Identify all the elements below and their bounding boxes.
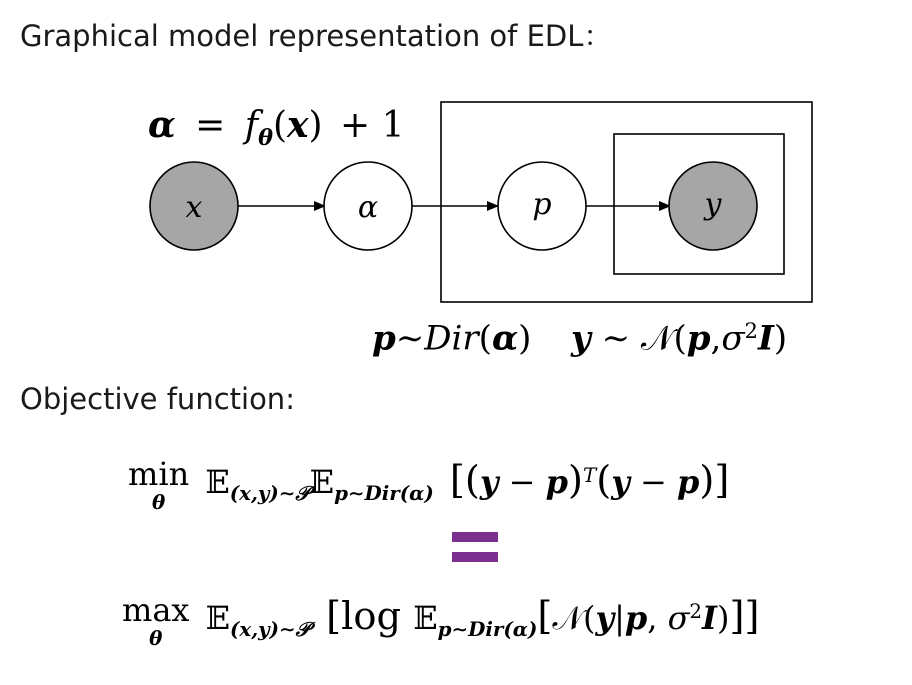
function-f: f [244, 105, 259, 146]
min-body-open: [( [449, 458, 480, 503]
max-log: [log [326, 594, 414, 639]
max-comma: , [647, 599, 668, 637]
node-alpha [324, 162, 412, 250]
dist-normal-sigma: σ [721, 318, 745, 359]
min-op-theta: θ [151, 489, 166, 514]
dist-normal: 𝒩 [640, 318, 674, 359]
dist-normal-mean: p [686, 318, 711, 359]
dist-normal-comma: , [710, 318, 722, 359]
max-operator [122, 591, 190, 650]
min-expect-2-sub: p∼Dir(α) [334, 480, 434, 505]
plus-one: + 1 [340, 105, 405, 146]
min-close-1: ) [568, 458, 583, 503]
min-expect-1: 𝔼 [205, 463, 230, 501]
min-expect-1-sub: (x,y)∼𝒫 [229, 480, 310, 505]
max-sigma: σ [667, 599, 690, 637]
max-y: y [595, 599, 615, 637]
theta-subscript: θ [258, 124, 273, 151]
max-expect-2-sub: p∼Dir(α) [437, 616, 538, 641]
objective-min [128, 455, 730, 514]
min-body-close: )] [699, 458, 730, 503]
objective-max [122, 591, 760, 650]
max-args-close: ) [717, 599, 730, 637]
min-operator [128, 455, 190, 514]
purple-equals-sign [452, 532, 498, 564]
max-identity: I [702, 599, 718, 637]
dist-normal-open: ( [673, 318, 687, 359]
min-p1: p [545, 463, 569, 501]
max-op-text: max [122, 591, 190, 629]
min-transpose: T [583, 464, 597, 488]
min-y1: y [479, 463, 499, 501]
node-p-label: p [532, 187, 552, 222]
dist-normal-sigma-sup: 2 [744, 318, 758, 343]
max-args-open: ( [583, 599, 596, 637]
max-bar: | [614, 599, 625, 637]
distribution-line [372, 318, 787, 359]
node-p [498, 162, 586, 250]
dist-dir: Dir [424, 318, 479, 359]
max-inner-open: [ [537, 594, 553, 639]
equals-bar-top [452, 532, 498, 542]
equals-symbol: = [195, 105, 226, 146]
max-expect-1-sub: (x,y)∼𝒫 [230, 616, 310, 641]
max-normal: 𝒩 [552, 599, 583, 637]
paren-close: ) [308, 105, 323, 146]
min-minus-2: − [629, 463, 677, 501]
min-open-2: ( [596, 458, 612, 503]
node-x [150, 162, 238, 250]
min-minus-1: − [498, 463, 546, 501]
alpha-symbol: α [148, 104, 176, 146]
max-expect-1: 𝔼 [205, 599, 231, 637]
dist-dir-open: ( [478, 318, 492, 359]
max-close: ]] [729, 594, 760, 639]
equals-bar-bottom [452, 552, 498, 562]
page-title: Graphical model representation of EDL： [20, 19, 613, 53]
dist-normal-identity: I [757, 318, 774, 359]
paren-open: ( [273, 105, 288, 146]
node-alpha-label: α [357, 190, 379, 225]
dist-dir-param: α [491, 318, 519, 359]
max-op-theta: θ [149, 625, 163, 650]
dist-y-tilde: ∼ [601, 318, 631, 359]
min-op-text: min [128, 455, 190, 493]
dist-normal-close: ) [773, 318, 788, 359]
node-x-label: x [185, 190, 203, 225]
max-sigma-sup: 2 [689, 600, 703, 624]
min-p2: p [676, 463, 700, 501]
objective-heading: Objective function: [20, 382, 295, 416]
max-expect-2: 𝔼 [413, 599, 438, 637]
function-arg: x [287, 104, 309, 146]
min-y2: y [611, 463, 630, 501]
node-y [669, 162, 757, 250]
dist-dir-close: ) [518, 318, 532, 359]
max-p: p [624, 599, 648, 637]
dist-y-var: y [571, 318, 591, 359]
dist-p-var: p [372, 318, 396, 359]
node-y-label: y [704, 187, 722, 222]
dist-p-tilde: ∼ [395, 318, 425, 359]
min-expect-2: 𝔼 [309, 463, 335, 501]
